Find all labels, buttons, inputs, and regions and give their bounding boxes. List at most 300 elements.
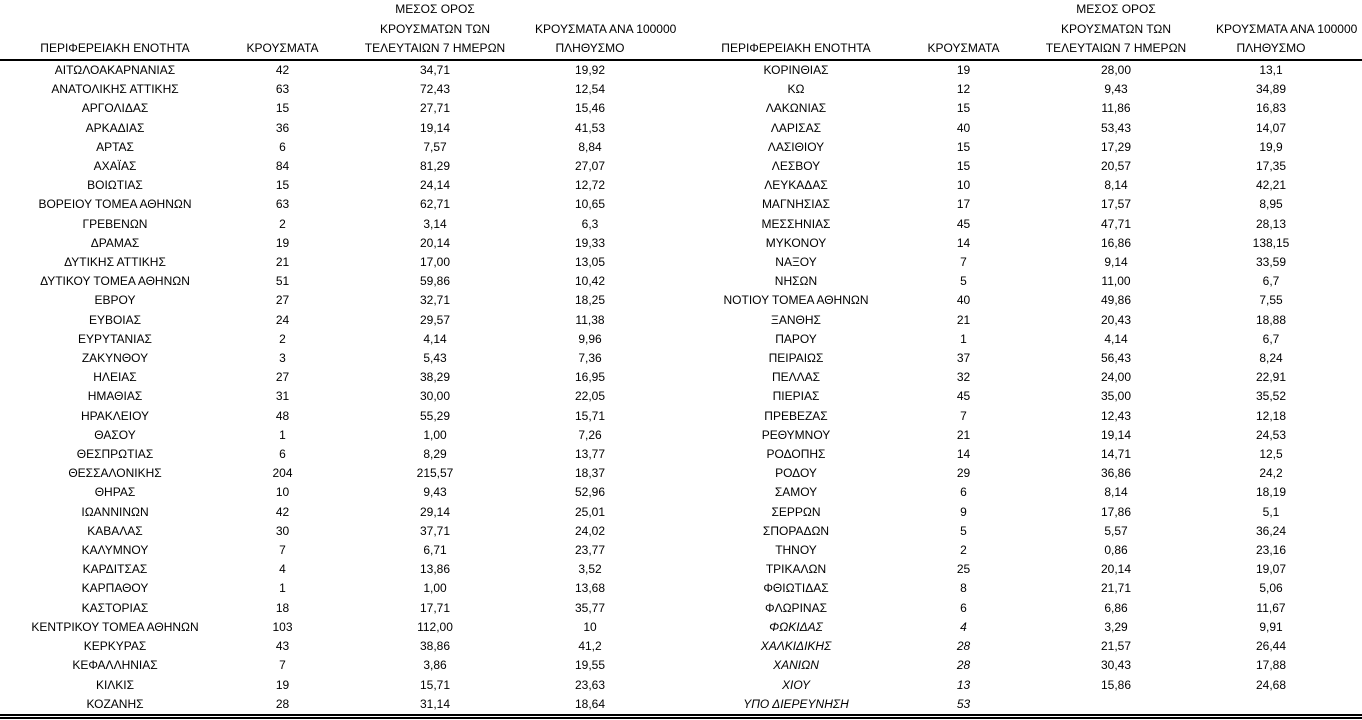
region-cell: ΝΟΤΙΟΥ ΤΟΜΕΑ ΑΘΗΝΩΝ: [723, 293, 869, 308]
per100k-cell: 17,35: [1255, 159, 1287, 174]
region-cell: ΑΡΚΑΔΙΑΣ: [85, 120, 145, 135]
table-row-left: [0, 349, 681, 368]
per100k-cell: 35,52: [1255, 389, 1287, 404]
table-row-right: [681, 656, 1362, 675]
avg7-cell: 21,57: [1100, 639, 1132, 654]
header-line: ΠΛΗΘΥΣΜΟ: [1236, 40, 1306, 55]
table-row-left: [0, 138, 681, 157]
region-cell: ΜΥΚΟΝΟΥ: [765, 235, 827, 250]
region-cell: ΚΑΣΤΟΡΙΑΣ: [81, 600, 149, 615]
table-row-left: [0, 60, 681, 80]
cases-cell: 1: [960, 331, 967, 346]
cases-cell: 31: [275, 389, 290, 404]
spacer-cell: [1326, 195, 1362, 214]
cases-cell: 19: [275, 677, 290, 692]
table-row-right: [681, 291, 1362, 310]
region-cell: ΕΥΡΥΤΑΝΙΑΣ: [78, 331, 152, 346]
spacer-cell: [645, 407, 681, 426]
region-cell: ΦΘΙΩΤΙΔΑΣ: [763, 581, 829, 596]
per100k-cell: 8,95: [1259, 197, 1283, 212]
table-row-right: [681, 637, 1362, 656]
spacer-cell: [645, 560, 681, 579]
table-row-left: [0, 541, 681, 560]
table-row-left: [0, 330, 681, 349]
avg7-cell: 16,86: [1100, 235, 1132, 250]
avg7-cell: 30,43: [1100, 658, 1132, 673]
per100k-cell: 36,24: [1255, 523, 1287, 538]
per100k-cell: 7,36: [578, 351, 602, 366]
spacer-cell: [645, 80, 681, 99]
spacer-cell: [645, 195, 681, 214]
per100k-cell: 25,01: [574, 504, 606, 519]
avg7-cell: 34,71: [419, 63, 451, 77]
avg7-cell: 12,43: [1100, 408, 1132, 423]
table-row-left: [0, 695, 681, 717]
cases-cell: 10: [275, 485, 290, 500]
table-row-right: [681, 157, 1362, 176]
spacer-cell: [1326, 119, 1362, 138]
cases-cell: 28: [956, 639, 971, 654]
col-header-cases-right: [911, 0, 1016, 60]
per100k-cell: 6,7: [1262, 331, 1280, 346]
header-row: [681, 0, 1362, 60]
spacer-cell: [1326, 503, 1362, 522]
per100k-cell: 11,67: [1256, 600, 1286, 615]
spacer-cell: [645, 176, 681, 195]
avg7-cell: 6,71: [423, 543, 447, 558]
cases-cell: 42: [275, 63, 290, 77]
region-cell: ΒΟΡΕΙΟΥ ΤΟΜΕΑ ΑΘΗΝΩΝ: [38, 197, 192, 212]
col-header-cases-left: [230, 0, 335, 60]
region-cell: ΠΙΕΡΙΑΣ: [772, 389, 820, 404]
per100k-cell: 138,15: [1252, 235, 1290, 250]
cases-cell: 15: [956, 159, 971, 174]
avg7-cell: 55,29: [419, 408, 451, 423]
table-row-right: [681, 368, 1362, 387]
region-cell: ΚΕΡΚΥΡΑΣ: [83, 639, 147, 654]
cases-cell: 21: [275, 255, 290, 270]
spacer-cell: [645, 387, 681, 406]
col-header-region-left: [0, 0, 230, 60]
region-cell: ΠΕΙΡΑΙΩΣ: [768, 351, 824, 366]
region-cell: ΚΑΛΥΜΝΟΥ: [81, 543, 149, 558]
per100k-cell: 12,5: [1259, 447, 1283, 462]
cases-cell: 37: [956, 351, 971, 366]
per100k-cell: 19,07: [1255, 562, 1287, 577]
region-cell: ΣΠΟΡΑΔΩΝ: [762, 523, 830, 538]
spacer-cell: [1326, 464, 1362, 483]
spacer-cell: [1326, 330, 1362, 349]
per100k-cell: 6,7: [1262, 274, 1280, 289]
region-cell: ΤΗΝΟΥ: [775, 543, 817, 558]
cases-cell: 6: [279, 139, 286, 154]
cases-cell: 27: [275, 293, 290, 308]
per100k-cell: 12,54: [574, 82, 606, 97]
avg7-cell: 1,00: [423, 581, 447, 596]
avg7-cell: 11,00: [1101, 274, 1131, 289]
spacer-cell: [1326, 272, 1362, 291]
table-row-left: [0, 522, 681, 541]
per100k-cell: 18,64: [574, 696, 606, 711]
cases-cell: 9: [960, 504, 967, 519]
per100k-cell: 19,55: [574, 658, 606, 673]
region-cell: ΚΕΝΤΡΙΚΟΥ ΤΟΜΕΑ ΑΘΗΝΩΝ: [31, 619, 199, 634]
spacer-cell: [1326, 695, 1362, 717]
header-line: ΚΡΟΥΣΜΑΤΩΝ ΤΩΝ: [1060, 21, 1172, 36]
region-cell: ΕΥΒΟΙΑΣ: [88, 312, 142, 327]
table-row-right: [681, 234, 1362, 253]
region-cell: ΡΟΔΟΥ: [775, 466, 817, 481]
table-row-right: [681, 330, 1362, 349]
avg7-cell: 9,14: [1104, 255, 1128, 270]
region-cell: ΘΕΣΠΡΩΤΙΑΣ: [76, 447, 154, 462]
avg7-cell: 9,43: [1104, 82, 1128, 97]
spacer-cell: [1326, 60, 1362, 80]
region-cell: ΙΩΑΝΝΙΝΩΝ: [81, 504, 149, 519]
regional-cases-table-left: [0, 0, 681, 719]
table-row-right: [681, 464, 1362, 483]
header-line: ΤΕΛΕΥΤΑΙΩΝ 7 ΗΜΕΡΩΝ: [1045, 40, 1187, 55]
header-line: ΤΕΛΕΥΤΑΙΩΝ 7 ΗΜΕΡΩΝ: [364, 40, 506, 55]
cases-cell: 27: [275, 370, 290, 385]
cases-cell: 4: [279, 562, 286, 577]
cases-cell: 48: [275, 408, 290, 423]
region-cell: ΛΑΣΙΘΙΟΥ: [767, 139, 825, 154]
table-row-right: [681, 599, 1362, 618]
cases-cell: 28: [956, 658, 971, 673]
per100k-cell: 24,2: [1259, 466, 1283, 481]
per100k-cell: 18,25: [574, 293, 606, 308]
avg7-cell: 13,86: [419, 562, 451, 577]
avg7-cell: 215,57: [416, 466, 454, 481]
spacer-cell: [1326, 234, 1362, 253]
table-row-right: [681, 541, 1362, 560]
per100k-cell: 17,88: [1255, 658, 1287, 673]
table-row-right: [681, 560, 1362, 579]
per100k-cell: 16,95: [574, 370, 606, 385]
cases-cell: 1: [279, 427, 286, 442]
avg7-cell: 31,14: [419, 696, 451, 711]
cases-cell: 7: [279, 658, 286, 673]
spacer-cell: [645, 138, 681, 157]
table-row-left: [0, 234, 681, 253]
region-cell: ΒΟΙΩΤΙΑΣ: [87, 178, 143, 193]
per100k-cell: 15,71: [574, 408, 606, 423]
table-row-right: [681, 483, 1362, 502]
cases-cell: 5: [960, 523, 967, 538]
avg7-cell: 81,29: [419, 159, 451, 174]
per100k-cell: 18,19: [1255, 485, 1287, 500]
per100k-cell: 15,46: [574, 101, 606, 116]
cases-cell: 10: [956, 178, 971, 193]
per100k-cell: 11,38: [575, 312, 605, 327]
spacer-cell: [1326, 215, 1362, 234]
per100k-cell: 41,53: [574, 120, 606, 135]
table-row-right: [681, 503, 1362, 522]
cases-cell: 2: [279, 216, 286, 231]
cases-cell: 36: [275, 120, 290, 135]
spacer-cell: [645, 541, 681, 560]
spacer-cell: [645, 119, 681, 138]
per100k-cell: 18,37: [574, 466, 606, 481]
per100k-cell: 22,91: [1255, 370, 1287, 385]
region-cell: ΜΑΓΝΗΣΙΑΣ: [761, 197, 831, 212]
header-line: ΜΕΣΟΣ ΟΡΟΣ: [1076, 2, 1156, 17]
spacer-cell: [645, 522, 681, 541]
table-row-left: [0, 215, 681, 234]
cases-cell: 14: [956, 235, 971, 250]
spacer-cell: [645, 60, 681, 80]
per100k-cell: 13,1: [1259, 63, 1283, 77]
cases-cell: 21: [956, 312, 971, 327]
table-row-left: [0, 445, 681, 464]
avg7-cell: 35,00: [1100, 389, 1132, 404]
table-row-right: [681, 676, 1362, 695]
per100k-cell: 14,07: [1255, 120, 1287, 135]
per100k-cell: 33,59: [1255, 255, 1287, 270]
region-cell: ΤΡΙΚΑΛΩΝ: [765, 562, 827, 577]
avg7-cell: 30,00: [419, 389, 451, 404]
spacer-cell: [645, 656, 681, 675]
cases-cell: 21: [956, 427, 971, 442]
avg7-cell: 59,86: [419, 274, 451, 289]
region-cell: ΘΑΣΟΥ: [94, 427, 136, 442]
spacer-cell: [1326, 291, 1362, 310]
avg7-cell: 37,71: [419, 523, 451, 538]
per100k-cell: 13,05: [574, 255, 606, 270]
avg7-cell: 53,43: [1100, 120, 1132, 135]
table-row-right: [681, 311, 1362, 330]
cases-cell: 43: [275, 639, 290, 654]
table-row-left: [0, 483, 681, 502]
spacer-cell: [1326, 349, 1362, 368]
table-row-right: [681, 60, 1362, 80]
region-cell: ΚΑΒΑΛΑΣ: [87, 523, 143, 538]
col-header-region-right: [681, 0, 911, 60]
spacer-cell: [645, 368, 681, 387]
table-row-left: [0, 560, 681, 579]
table-row-right: [681, 407, 1362, 426]
avg7-cell: 20,14: [419, 235, 451, 250]
region-cell: ΡΟΔΟΠΗΣ: [766, 447, 826, 462]
avg7-cell: 24,00: [1100, 370, 1132, 385]
region-cell: ΘΕΣΣΑΛΟΝΙΚΗΣ: [68, 466, 162, 481]
avg7-cell: 29,14: [419, 504, 451, 519]
spacer-cell: [1326, 138, 1362, 157]
table-row-left: [0, 599, 681, 618]
table-row-right: [681, 138, 1362, 157]
spacer-cell: [645, 99, 681, 118]
cases-cell: 53: [956, 696, 971, 711]
region-cell: ΔΥΤΙΚΗΣ ΑΤΤΙΚΗΣ: [64, 255, 166, 270]
cases-cell: 12: [956, 82, 971, 97]
avg7-cell: 29,57: [419, 312, 451, 327]
table-row-left: [0, 387, 681, 406]
region-cell: ΣΑΜΟΥ: [774, 485, 818, 500]
cases-cell: 19: [275, 235, 290, 250]
avg7-cell: [1016, 695, 1216, 717]
cases-cell: 103: [272, 619, 293, 634]
per100k-cell: 42,21: [1255, 178, 1287, 193]
region-cell: ΣΕΡΡΩΝ: [771, 504, 821, 519]
per100k-cell: 35,77: [574, 600, 606, 615]
table-row-right: [681, 387, 1362, 406]
table-row-left: [0, 99, 681, 118]
spacer-cell: [1326, 157, 1362, 176]
table-row-right: [681, 579, 1362, 598]
per100k-cell: 24,68: [1255, 677, 1287, 692]
table-row-left: [0, 311, 681, 330]
per100k-cell: 13,77: [574, 447, 606, 462]
per100k-cell: 6,3: [581, 216, 599, 231]
per100k-cell: 52,96: [574, 485, 606, 500]
per100k-cell: 13,68: [574, 581, 606, 596]
table-row-left: [0, 426, 681, 445]
cases-cell: 2: [279, 331, 286, 346]
region-cell: ΑΧΑΪΑΣ: [93, 159, 137, 174]
per100k-cell: 5,06: [1259, 581, 1283, 596]
header-line: ΚΡΟΥΣΜΑΤΑ ΑΝΑ 100000: [535, 21, 677, 36]
spacer-cell: [645, 618, 681, 637]
avg7-cell: 15,86: [1100, 677, 1132, 692]
cases-cell: 6: [960, 600, 967, 615]
avg7-cell: 1,00: [423, 427, 447, 442]
region-cell: ΛΕΣΒΟΥ: [771, 159, 821, 174]
region-cell: ΚΑΡΔΙΤΣΑΣ: [82, 562, 148, 577]
spacer-cell: [645, 579, 681, 598]
spacer-cell: [645, 695, 681, 717]
spacer-cell: [1326, 80, 1362, 99]
spacer-cell: [1326, 483, 1362, 502]
region-cell: ΥΠΟ ΔΙΕΡΕΥΝΗΣΗ: [743, 696, 849, 711]
spacer-cell: [645, 464, 681, 483]
region-cell: ΚΟΖΑΝΗΣ: [86, 696, 144, 711]
per100k-cell: 8,24: [1259, 351, 1283, 366]
table-row-left: [0, 119, 681, 138]
region-cell: ΛΕΥΚΑΔΑΣ: [764, 178, 828, 193]
cases-cell: 15: [956, 101, 971, 116]
avg7-cell: 5,43: [423, 351, 447, 366]
avg7-cell: 38,29: [419, 370, 451, 385]
cases-cell: 5: [960, 274, 967, 289]
avg7-cell: 7,57: [423, 139, 447, 154]
spacer-cell: [645, 503, 681, 522]
cases-cell: 7: [960, 408, 967, 423]
region-cell: ΠΕΛΛΑΣ: [771, 370, 821, 385]
cases-cell: 63: [275, 197, 290, 212]
per100k-cell: 19,92: [574, 63, 606, 77]
per100k-cell: 23,77: [574, 543, 606, 558]
avg7-cell: 6,86: [1104, 600, 1128, 615]
spacer-cell: [645, 445, 681, 464]
cases-cell: 7: [279, 543, 286, 558]
avg7-cell: 17,71: [419, 600, 451, 615]
per100k-cell: 12,72: [574, 178, 606, 193]
spacer-cell: [1326, 368, 1362, 387]
region-cell: ΑΡΓΟΛΙΔΑΣ: [81, 101, 149, 116]
table-row-right: [681, 195, 1362, 214]
region-cell: ΦΛΩΡΙΝΑΣ: [765, 600, 827, 615]
per100k-cell: 10,42: [574, 274, 606, 289]
spacer-cell: [1326, 676, 1362, 695]
table-row-left: [0, 195, 681, 214]
cases-cell: 6: [960, 485, 967, 500]
per100k-cell: 8,84: [578, 139, 602, 154]
cases-cell: 25: [956, 562, 971, 577]
header-line: ΚΡΟΥΣΜΑΤΑ ΑΝΑ 100000: [1216, 21, 1358, 36]
table-row-right: [681, 349, 1362, 368]
cases-cell: 7: [960, 255, 967, 270]
per100k-cell: 5,1: [1262, 504, 1280, 519]
spacer-cell: [1326, 599, 1362, 618]
spacer-cell: [1326, 176, 1362, 195]
avg7-cell: 17,00: [419, 255, 451, 270]
spacer-cell: [1326, 99, 1362, 118]
avg7-cell: 3,14: [423, 216, 447, 231]
table-row-left: [0, 272, 681, 291]
per100k-cell: 41,2: [578, 639, 602, 654]
cases-cell: 24: [275, 312, 290, 327]
region-cell: ΠΑΡΟΥ: [775, 331, 817, 346]
region-cell: ΞΑΝΘΗΣ: [771, 312, 821, 327]
avg7-cell: 28,00: [1100, 63, 1132, 77]
avg7-cell: 32,71: [419, 293, 451, 308]
region-cell: ΜΕΣΣΗΝΙΑΣ: [761, 216, 831, 231]
avg7-cell: 62,71: [419, 197, 451, 212]
avg7-cell: 11,86: [1101, 101, 1131, 116]
header-line: ΚΡΟΥΣΜΑΤΑ: [927, 40, 1000, 55]
cases-cell: 19: [956, 63, 971, 77]
avg7-cell: 8,14: [1104, 178, 1128, 193]
spacer-cell: [1326, 445, 1362, 464]
per100k-cell: 9,91: [1259, 619, 1283, 634]
avg7-cell: 21,71: [1100, 581, 1132, 596]
avg7-cell: 17,86: [1100, 504, 1132, 519]
region-cell: ΚΑΡΠΑΘΟΥ: [81, 581, 149, 596]
cases-cell: 51: [275, 274, 290, 289]
table-row-right: [681, 272, 1362, 291]
table-row-left: [0, 291, 681, 310]
cases-cell: 84: [275, 159, 290, 174]
region-cell: ΧΑΛΚΙΔΙΚΗΣ: [760, 639, 832, 654]
avg7-cell: 20,57: [1100, 159, 1132, 174]
spacer-cell: [1326, 618, 1362, 637]
cases-cell: 63: [275, 82, 290, 97]
avg7-cell: 3,86: [423, 658, 447, 673]
avg7-cell: 17,29: [1100, 139, 1132, 154]
table-row-right: [681, 99, 1362, 118]
region-cell: ΔΥΤΙΚΟΥ ΤΟΜΕΑ ΑΘΗΝΩΝ: [40, 274, 190, 289]
cases-cell: 3: [279, 351, 286, 366]
avg7-cell: 8,29: [423, 447, 447, 462]
avg7-cell: 24,14: [419, 178, 451, 193]
per100k-cell: 10: [583, 619, 597, 634]
table-row-left: [0, 253, 681, 272]
avg7-cell: 20,43: [1100, 312, 1132, 327]
region-cell: ΔΡΑΜΑΣ: [90, 235, 140, 250]
spacer-cell: [645, 676, 681, 695]
spacer-cell: [645, 483, 681, 502]
region-cell: ΘΗΡΑΣ: [94, 485, 136, 500]
col-header-per100k-right: [1216, 0, 1358, 60]
cases-cell: 15: [275, 178, 290, 193]
region-cell: ΑΙΤΩΛΟΑΚΑΡΝΑΝΙΑΣ: [54, 63, 176, 77]
table-row-left: [0, 637, 681, 656]
avg7-cell: 27,71: [419, 101, 451, 116]
header-line: ΠΕΡΙΦΕΡΕΙΑΚΗ ΕΝΟΤΗΤΑ: [721, 40, 871, 55]
cases-cell: 40: [956, 120, 971, 135]
table-row-right: [681, 522, 1362, 541]
